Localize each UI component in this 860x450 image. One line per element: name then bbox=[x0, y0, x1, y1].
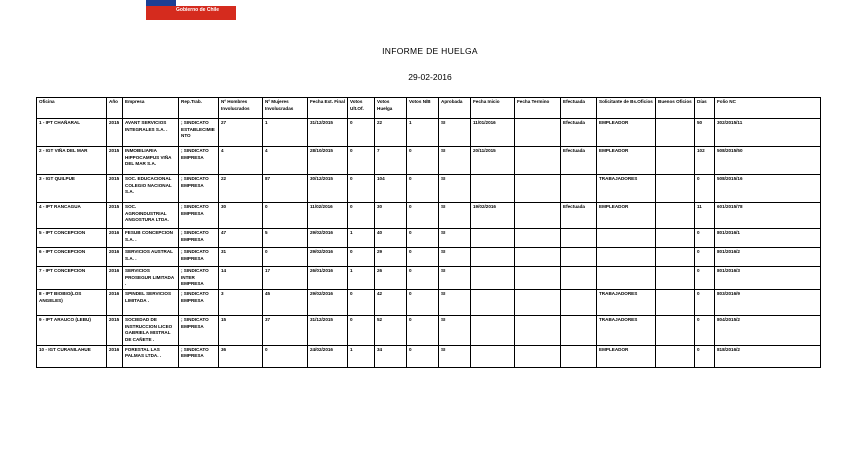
table-cell: SOC. AGROINDUSTRIAL ANGOSTURA LTDA. bbox=[123, 203, 179, 229]
table-cell: 1 bbox=[348, 345, 375, 367]
table-row bbox=[37, 345, 821, 367]
table-cell bbox=[515, 175, 561, 203]
table-cell: 29/02/2016 bbox=[308, 289, 348, 315]
table-cell bbox=[515, 147, 561, 175]
table-cell: FORESTAL LAS PALMAS LTDA. . bbox=[123, 345, 179, 367]
table-cell: 7 - IPT CONCEPCION bbox=[37, 267, 107, 290]
table-cell: SI bbox=[439, 175, 471, 203]
column-header: Año bbox=[107, 98, 123, 119]
table-cell: 0 bbox=[348, 248, 375, 267]
table-cell bbox=[656, 345, 695, 367]
table-cell: 0 bbox=[695, 289, 715, 315]
table-cell: 31/12/2015 bbox=[308, 315, 348, 345]
column-header: Rep.Trab. bbox=[179, 98, 219, 119]
table-cell bbox=[561, 345, 597, 367]
table-cell: 22 bbox=[375, 119, 407, 147]
table-cell bbox=[561, 289, 597, 315]
table-cell bbox=[561, 229, 597, 248]
table-cell bbox=[515, 315, 561, 345]
column-header: Folio NC bbox=[715, 98, 821, 119]
table-cell: ; SINDICATO INTER EMPRESA bbox=[179, 267, 219, 290]
table-cell bbox=[561, 315, 597, 345]
table-cell: 801/2016/2 bbox=[715, 248, 821, 267]
column-header: Fecha Termino bbox=[515, 98, 561, 119]
table-cell: Efectuada bbox=[561, 147, 597, 175]
table-cell: EMPLEADOR bbox=[597, 203, 656, 229]
table-cell: 47 bbox=[219, 229, 263, 248]
table-cell: 9 - IPT ARAUCO (LEBU) bbox=[37, 315, 107, 345]
table-row bbox=[37, 289, 821, 315]
table-cell: SOC. EDUCACIONAL COLEGIO NACIONAL S.A. bbox=[123, 175, 179, 203]
table-cell: 19/02/2016 bbox=[471, 203, 515, 229]
table-cell bbox=[656, 289, 695, 315]
table-cell: SI bbox=[439, 203, 471, 229]
table-cell: TRABAJADORES bbox=[597, 289, 656, 315]
table-cell: ; SINDICATO EMPRESA bbox=[179, 175, 219, 203]
table-cell: 29/02/2016 bbox=[308, 229, 348, 248]
table-row bbox=[37, 175, 821, 203]
table-row bbox=[37, 203, 821, 229]
table-cell bbox=[656, 248, 695, 267]
table-cell: 0 bbox=[407, 345, 439, 367]
table-cell: 804/2015/2 bbox=[715, 315, 821, 345]
table-cell: 0 bbox=[695, 267, 715, 290]
table-cell: TRABAJADORES bbox=[597, 175, 656, 203]
table-cell: 0 bbox=[348, 203, 375, 229]
table-cell: 508/2015/50 bbox=[715, 147, 821, 175]
table-cell: 4 bbox=[219, 147, 263, 175]
table-cell: ; SINDICATO EMPRESA bbox=[179, 315, 219, 345]
table-cell: 2016 bbox=[107, 267, 123, 290]
table-cell: SOCIEDAD DE INSTRUCCION LICEO GABRIELA MISTRAL DE CAÑETE . bbox=[123, 315, 179, 345]
table-row bbox=[37, 315, 821, 345]
table-header-row bbox=[37, 98, 821, 119]
column-header: Fecha Inicio bbox=[471, 98, 515, 119]
table-cell bbox=[515, 229, 561, 248]
table-cell: 14 bbox=[219, 267, 263, 290]
table-body bbox=[37, 119, 821, 368]
table-cell: 4 - IPT RANCAGUA bbox=[37, 203, 107, 229]
table-cell: 26 bbox=[375, 267, 407, 290]
table-cell bbox=[656, 147, 695, 175]
government-logo bbox=[146, 0, 236, 20]
column-header: Nº Mujeres Involucradas bbox=[263, 98, 308, 119]
column-header: Votos Huelga bbox=[375, 98, 407, 119]
table-cell bbox=[597, 229, 656, 248]
column-header: Oficina bbox=[37, 98, 107, 119]
table-cell: 45 bbox=[263, 289, 308, 315]
table-cell: 40 bbox=[375, 229, 407, 248]
table-cell: 0 bbox=[263, 248, 308, 267]
table-cell: 7 bbox=[375, 147, 407, 175]
table-cell: ; SINDICATO EMPRESA bbox=[179, 229, 219, 248]
table-cell: 2015 bbox=[107, 147, 123, 175]
table-cell bbox=[561, 175, 597, 203]
table-cell: 27 bbox=[219, 119, 263, 147]
column-header: Nº Hombres Involucrados bbox=[219, 98, 263, 119]
table-cell: SI bbox=[439, 315, 471, 345]
table-cell: Efectuada bbox=[561, 203, 597, 229]
table-cell: 37 bbox=[263, 315, 308, 345]
report-date: 29-02-2016 bbox=[408, 72, 452, 82]
table-cell: 508/2015/16 bbox=[715, 175, 821, 203]
report-title: INFORME DE HUELGA bbox=[382, 46, 478, 56]
table-cell: 0 bbox=[407, 175, 439, 203]
table-cell: EMPLEADOR bbox=[597, 119, 656, 147]
table-cell bbox=[561, 267, 597, 290]
table-cell bbox=[597, 267, 656, 290]
table-cell: 42 bbox=[375, 289, 407, 315]
table-cell: 30/12/2015 bbox=[308, 175, 348, 203]
table-cell: SI bbox=[439, 248, 471, 267]
table-cell: 2 - IGT VIÑA DEL MAR bbox=[37, 147, 107, 175]
column-header: Solicitante de Bs.Oficios bbox=[597, 98, 656, 119]
table-cell: 5 bbox=[263, 229, 308, 248]
table-cell: 0 bbox=[348, 175, 375, 203]
table-cell: 0 bbox=[407, 267, 439, 290]
table-cell: 0 bbox=[695, 345, 715, 367]
table-cell: 0 bbox=[407, 203, 439, 229]
table-cell: 0 bbox=[263, 203, 308, 229]
table-cell: 104 bbox=[375, 175, 407, 203]
table-cell: SPINDEL SERVICIOS LIMITADA . bbox=[123, 289, 179, 315]
table-cell: 87 bbox=[263, 175, 308, 203]
column-header: Votos Ult.Of. bbox=[348, 98, 375, 119]
table-cell bbox=[656, 315, 695, 345]
table-cell: 803/2016/9 bbox=[715, 289, 821, 315]
table-cell: 2016 bbox=[107, 229, 123, 248]
table-cell bbox=[656, 229, 695, 248]
table-cell: 1 bbox=[348, 229, 375, 248]
table-cell: 34 bbox=[375, 345, 407, 367]
table-cell: 801/2016/3 bbox=[715, 267, 821, 290]
table-cell: 0 bbox=[407, 289, 439, 315]
table-cell bbox=[471, 267, 515, 290]
table-cell: ; SINDICATO EMPRESA bbox=[179, 248, 219, 267]
table-cell: 0 bbox=[695, 229, 715, 248]
table-cell bbox=[656, 119, 695, 147]
table-cell: 0 bbox=[695, 315, 715, 345]
table-cell bbox=[471, 315, 515, 345]
table-cell: 818/2016/2 bbox=[715, 345, 821, 367]
column-header: Días bbox=[695, 98, 715, 119]
strike-report-table bbox=[36, 97, 821, 368]
table-cell: 801/2016/1 bbox=[715, 229, 821, 248]
table-cell: 36 bbox=[219, 345, 263, 367]
table-cell: ; SINDICATO EMPRESA bbox=[179, 345, 219, 367]
table-cell: FESUB CONCEPCION S.A. . bbox=[123, 229, 179, 248]
table-cell: 601/2015/78 bbox=[715, 203, 821, 229]
table-cell bbox=[471, 248, 515, 267]
table-cell: 2015 bbox=[107, 175, 123, 203]
table-cell bbox=[515, 248, 561, 267]
table-cell bbox=[515, 345, 561, 367]
table-cell: 1 - IPT CHAÑARAL bbox=[37, 119, 107, 147]
table-cell: 29/02/2016 bbox=[308, 248, 348, 267]
table-cell: SERVICIOS AUSTRAL S.A. . bbox=[123, 248, 179, 267]
table-cell: 22 bbox=[219, 175, 263, 203]
table-cell: 0 bbox=[348, 119, 375, 147]
table-cell bbox=[515, 289, 561, 315]
table-cell: SERVICIOS PROSEGUR LIMITADA . bbox=[123, 267, 179, 290]
column-header: Empresa bbox=[123, 98, 179, 119]
table-cell: SI bbox=[439, 345, 471, 367]
table-cell: 29 bbox=[375, 248, 407, 267]
table-cell: 52 bbox=[375, 315, 407, 345]
table-cell: SI bbox=[439, 147, 471, 175]
table-cell: 0 bbox=[695, 175, 715, 203]
table-cell: 0 bbox=[407, 229, 439, 248]
table-cell: 30 bbox=[219, 203, 263, 229]
column-header: Buenos Oficios bbox=[656, 98, 695, 119]
table-cell: 0 bbox=[348, 289, 375, 315]
column-header: Efectuada bbox=[561, 98, 597, 119]
table-cell bbox=[561, 248, 597, 267]
table-cell bbox=[656, 203, 695, 229]
table-cell: SI bbox=[439, 289, 471, 315]
table-cell: 0 bbox=[695, 248, 715, 267]
table-cell bbox=[471, 175, 515, 203]
table-cell: ; SINDICATO ESTABLECIMIENTO bbox=[179, 119, 219, 147]
table-cell: 15 bbox=[219, 315, 263, 345]
table-cell: INMOBILIARIA HIPPOCAMPUS VIÑA DEL MAR S.A. bbox=[123, 147, 179, 175]
table-cell: 10 - IGT CURANILAHUE bbox=[37, 345, 107, 367]
table-cell: 50 bbox=[695, 119, 715, 147]
table-cell bbox=[471, 229, 515, 248]
table-cell: ; SINDICATO EMPRESA bbox=[179, 289, 219, 315]
table-cell: 11/01/2016 bbox=[471, 119, 515, 147]
table-cell: 31 bbox=[219, 248, 263, 267]
table-cell: 11 bbox=[695, 203, 715, 229]
table-cell: AVANT SERVICIOS INTEGRALES S.A. . bbox=[123, 119, 179, 147]
table-row bbox=[37, 229, 821, 248]
table-row bbox=[37, 267, 821, 290]
table-cell: 8 - IPT BIOBIO(LOS ANGELES) bbox=[37, 289, 107, 315]
table-cell: 30 bbox=[375, 203, 407, 229]
table-cell: TRABAJADORES bbox=[597, 315, 656, 345]
table-cell bbox=[471, 345, 515, 367]
table-cell: 1 bbox=[407, 119, 439, 147]
table-cell bbox=[515, 119, 561, 147]
logo-text: Gobierno de Chile bbox=[176, 7, 220, 13]
table-cell: SI bbox=[439, 229, 471, 248]
table-cell: 3 - IGT QUILPUE bbox=[37, 175, 107, 203]
table-cell: 2016 bbox=[107, 289, 123, 315]
table-cell: ; SINDICATO EMPRESA bbox=[179, 147, 219, 175]
table-cell: 17 bbox=[263, 267, 308, 290]
column-header: Fecha Ext. Final bbox=[308, 98, 348, 119]
table-cell: 0 bbox=[263, 345, 308, 367]
table-cell bbox=[656, 267, 695, 290]
table-cell: 5 - IPT CONCEPCION bbox=[37, 229, 107, 248]
table-cell: 6 - IPT CONCEPCION bbox=[37, 248, 107, 267]
table-cell bbox=[656, 175, 695, 203]
table-cell bbox=[471, 289, 515, 315]
table-cell: 2016 bbox=[107, 345, 123, 367]
table-cell: SI bbox=[439, 119, 471, 147]
table-cell: EMPLEADOR bbox=[597, 147, 656, 175]
table-cell: 0 bbox=[407, 248, 439, 267]
table-cell bbox=[597, 248, 656, 267]
table-cell bbox=[515, 203, 561, 229]
table-row bbox=[37, 248, 821, 267]
table-cell: 28/10/2015 bbox=[308, 147, 348, 175]
table-cell: 1 bbox=[348, 267, 375, 290]
table-cell: EMPLEADOR bbox=[597, 345, 656, 367]
table-cell: 11/02/2016 bbox=[308, 203, 348, 229]
table-cell: 2016 bbox=[107, 248, 123, 267]
table-cell: 0 bbox=[348, 147, 375, 175]
table-cell: Efectuada bbox=[561, 119, 597, 147]
table-cell: 0 bbox=[407, 315, 439, 345]
table-cell: 102 bbox=[695, 147, 715, 175]
table-cell: ; SINDICATO EMPRESA bbox=[179, 203, 219, 229]
table-cell: 0 bbox=[407, 147, 439, 175]
table-cell: 24/02/2016 bbox=[308, 345, 348, 367]
column-header: Votos N/B bbox=[407, 98, 439, 119]
table-cell: 0 bbox=[348, 315, 375, 345]
table-cell: 2015 bbox=[107, 203, 123, 229]
table-cell: 20/11/2015 bbox=[471, 147, 515, 175]
table-cell: 31/12/2015 bbox=[308, 119, 348, 147]
table-row bbox=[37, 147, 821, 175]
table-cell bbox=[515, 267, 561, 290]
table-cell: 302/2015/11 bbox=[715, 119, 821, 147]
table-cell: 26/01/2016 bbox=[308, 267, 348, 290]
table-cell: 4 bbox=[263, 147, 308, 175]
column-header: Aprobada bbox=[439, 98, 471, 119]
table-cell: 3 bbox=[219, 289, 263, 315]
table-row bbox=[37, 119, 821, 147]
table-cell: SI bbox=[439, 267, 471, 290]
table-cell: 2015 bbox=[107, 119, 123, 147]
table-cell: 2015 bbox=[107, 315, 123, 345]
table-cell: 1 bbox=[263, 119, 308, 147]
